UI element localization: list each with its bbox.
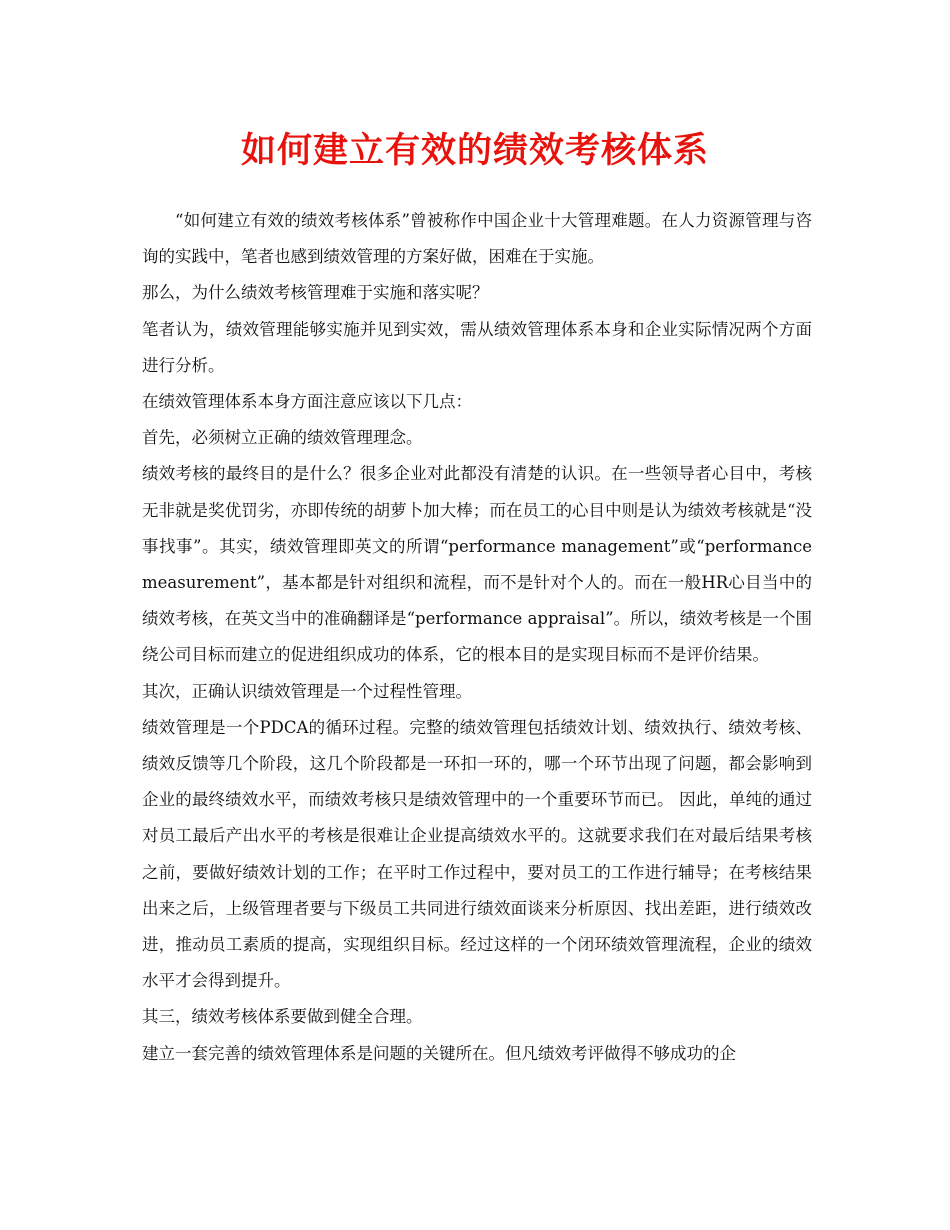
paragraph: 笔者认为，绩效管理能够实施并见到实效，需从绩效管理体系本身和企业实际情况两个方面进行分析。 (142, 319, 812, 375)
paragraph: 建立一套完善的绩效管理体系是问题的关键所在。但凡绩效考评做得不够成功的企 (142, 1043, 736, 1063)
paragraph: 那么，为什么绩效考核管理难于实施和落实呢？ (142, 283, 489, 303)
paragraph: “如何建立有效的绩效考核体系”曾被称作中国企业十大管理难题。在人力资源管理与咨询的实践中，笔者也感到绩效管理的方案好做，困难在于实施。 (142, 211, 812, 267)
paragraph: 其次，正确认识绩效管理是一个过程性管理。 (142, 681, 472, 701)
paragraph: 绩效管理是一个PDCA的循环过程。完整的绩效管理包括绩效计划、绩效执行、绩效考核、绩效反馈等几个阶段，这几个阶段都是一环扣一环的，哪一个环节出现了问题，都会影响到企业的最终绩效水平，而绩效考核只是绩效管理中的一个重要环节而已。 因此，单纯的通过对员工最后产出水平的考核是很难让企业提高绩效水平的。这就要求我们在对最后结果考核之前，要做好绩效计划的工作；在平时工作过程中，要对员工的工作进行辅导；在考核结果出来之后，上级管理者要与下级员工共同进行绩效面谈来分析原因、找出差距，进行绩效改进，推动员工素质的提高，实现组织目标。经过这样的一个闭环绩效管理流程，企业的绩效水平才会得到提升。 (142, 717, 812, 991)
paragraph: 在绩效管理体系本身方面注意应该以下几点： (142, 392, 472, 412)
document-body (142, 203, 812, 1072)
document-title: 如何建立有效的绩效考核体系 (240, 131, 709, 171)
paragraph: 绩效考核的最终目的是什么？很多企业对此都没有清楚的认识。在一些领导者心目中，考核无非就是奖优罚劣，亦即传统的胡萝卜加大棒；而在员工的心目中则是认为绩效考核就是“没事找事”。其实，绩效管理即英文的所谓“performance management”或“performance measurement”，基本都是针对组织和流程，而不是针对个人的。而在一般HR心目当中的绩效考核，在英文当中的准确翻译是“performance appraisal”。所以，绩效考核是一个围绕公司目标而建立的促进组织成功的体系，它的根本目的是实现目标而不是评价结果。 (142, 464, 812, 665)
paragraph: 首先，必须树立正确的绩效管理理念。 (142, 428, 423, 448)
paragraph: 其三，绩效考核体系要做到健全合理。 (142, 1007, 423, 1027)
